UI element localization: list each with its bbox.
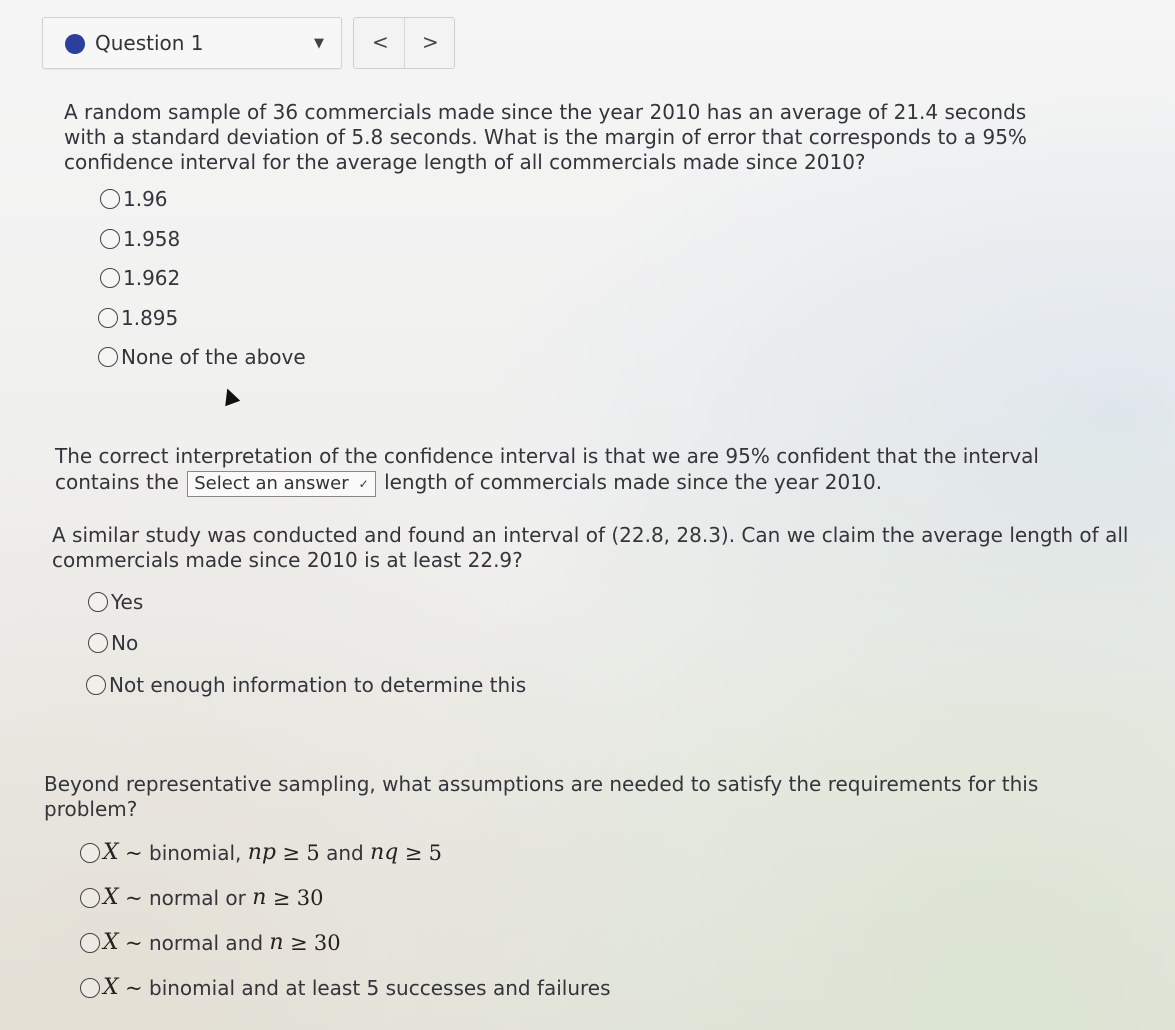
dropdown-caret-icon: ▼ bbox=[314, 36, 324, 51]
q3-option-no[interactable]: No bbox=[88, 631, 138, 655]
radio-button[interactable] bbox=[86, 675, 106, 695]
mouse-cursor-icon bbox=[220, 386, 241, 407]
q1-option-4[interactable]: 1.895 bbox=[98, 306, 178, 330]
answer-select-dropdown[interactable]: Select an answer ✓ bbox=[187, 471, 376, 497]
q4-option-1[interactable]: X ~ binomial, np ≥ 5 and nq ≥ 5 bbox=[80, 840, 442, 865]
question-2-text: The correct interpretation of the confidence interval is that we are 95% confident that the interval contains the Select an answer ✓ length of commercials made since the year 2010. bbox=[55, 443, 1055, 497]
question-label: Question 1 bbox=[95, 31, 204, 55]
next-question-button[interactable]: > bbox=[422, 30, 439, 54]
q4-option-3[interactable]: X ~ normal and n ≥ 30 bbox=[80, 930, 341, 955]
question-4-text: Beyond representative sampling, what assumptions are needed to satisfy the requirements for this problem? bbox=[44, 772, 1039, 821]
radio-button[interactable] bbox=[98, 347, 118, 367]
radio-button[interactable] bbox=[80, 888, 100, 908]
q3-option-yes[interactable]: Yes bbox=[88, 590, 143, 614]
prev-question-button[interactable]: < bbox=[372, 30, 389, 54]
q4-option-2[interactable]: X ~ normal or n ≥ 30 bbox=[80, 885, 324, 910]
q1-option-1[interactable]: 1.96 bbox=[100, 187, 168, 211]
radio-button[interactable] bbox=[88, 592, 108, 612]
radio-button[interactable] bbox=[100, 189, 120, 209]
question-3-text: A similar study was conducted and found an interval of (22.8, 28.3). Can we claim the average length of all commercials made since 2010 is at least 22.9? bbox=[52, 523, 1129, 572]
radio-button[interactable] bbox=[98, 308, 118, 328]
radio-button[interactable] bbox=[88, 633, 108, 653]
chevron-down-icon: ✓ bbox=[358, 476, 369, 491]
radio-button[interactable] bbox=[100, 268, 120, 288]
nav-divider bbox=[404, 18, 405, 68]
radio-button[interactable] bbox=[80, 978, 100, 998]
q1-option-2[interactable]: 1.958 bbox=[100, 227, 180, 251]
q1-option-5[interactable]: None of the above bbox=[98, 345, 306, 369]
q1-option-3[interactable]: 1.962 bbox=[100, 266, 180, 290]
q4-option-4[interactable]: X ~ binomial and at least 5 successes and failures bbox=[80, 975, 611, 1000]
question-nav-buttons bbox=[353, 17, 455, 69]
radio-button[interactable] bbox=[100, 229, 120, 249]
question-selector[interactable] bbox=[42, 17, 342, 69]
question-status-dot-icon bbox=[65, 34, 85, 54]
radio-button[interactable] bbox=[80, 843, 100, 863]
radio-button[interactable] bbox=[80, 933, 100, 953]
q3-option-not-enough-info[interactable]: Not enough information to determine this bbox=[86, 673, 526, 697]
question-1-text: A random sample of 36 commercials made since the year 2010 has an average of 21.4 seconds with a standard deviation of 5.8 seconds. What is the margin of error that corresponds to a 95% confidence interval for the average length of all commercials made since 2010? bbox=[64, 100, 1027, 174]
